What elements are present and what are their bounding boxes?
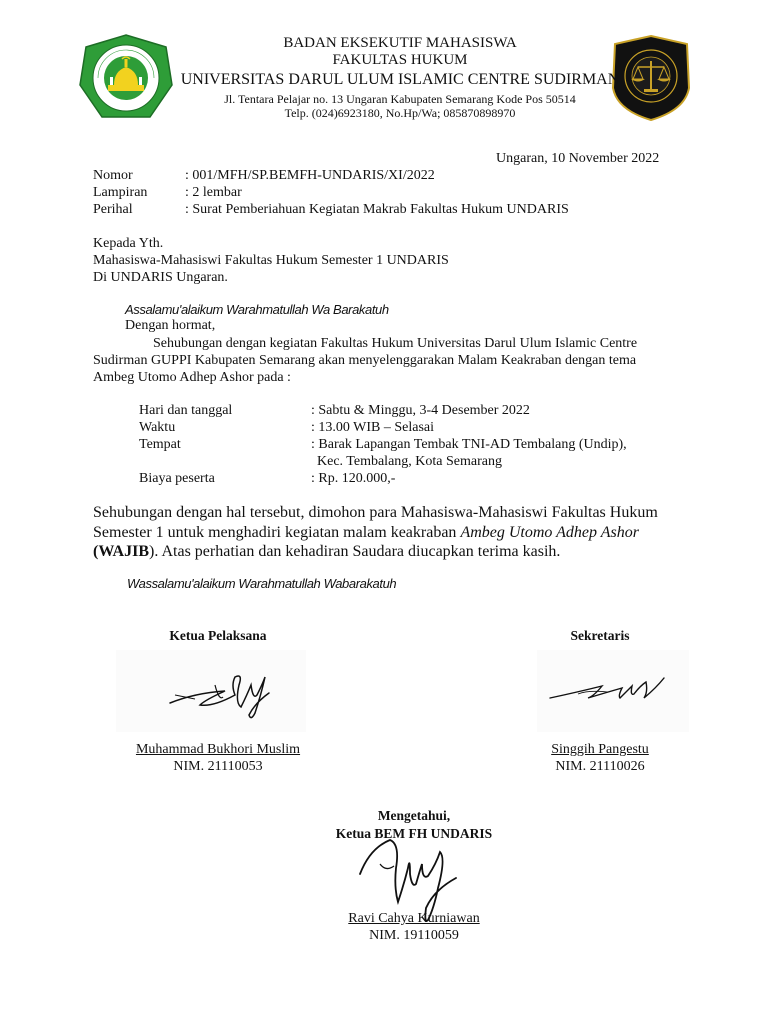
paragraph-1 [93, 335, 637, 386]
paragraph-line: Sehubungan dengan hal tersebut, dimohon para Mahasiswa-Mahasiswi Fakultas Hukum [93, 504, 658, 521]
meta-value: : 001/MFH/SP.BEMFH-UNDARIS/XI/2022 [185, 168, 435, 183]
signer-name: Muhammad Bukhori Muslim [135, 742, 301, 757]
signer-name: Ravi Cahya Kurniawan [348, 911, 480, 926]
meta-label: Lampiran [93, 185, 148, 200]
event-theme: Ambeg Utomo Adhep Ashor [460, 523, 639, 541]
detail-label: Waktu [139, 420, 176, 435]
detail-value: : Sabtu & Minggu, 3-4 Desember 2022 [311, 403, 530, 418]
detail-label: Biaya peserta [139, 471, 215, 486]
salam-opening: Assalamu'alaikum Warahmatullah Wa Barakatuh [125, 302, 389, 317]
recipient-block [93, 235, 449, 286]
signer-name: Singgih Pangestu [551, 742, 649, 757]
detail-value: : 13.00 WIB – Selasai [311, 420, 435, 435]
letterhead-university-name: UNIVERSITAS DARUL ULUM ISLAMIC CENTRE SUDIRMAN [180, 71, 620, 88]
detail-value: : Barak Lapangan Tembak TNI-AD Tembalang (Undip), [311, 437, 627, 452]
letterhead-line-1: BADAN EKSEKUTIF MAHASISWA [283, 35, 517, 51]
meta-value: : Surat Pemberiahuan Kegiatan Makrab Fakultas Hukum UNDARIS [185, 202, 569, 217]
signer-role: Mengetahui, [377, 808, 451, 823]
salam-closing: Wassalamu'alaikum Warahmatullah Wabarakatuh [127, 576, 397, 591]
signer-bottom [264, 910, 564, 944]
meta-value: : 2 lembar [185, 185, 242, 200]
signature-sekretaris [548, 670, 668, 710]
recipient-line: Mahasiswa-Mahasiswi Fakultas Hukum Semester 1 UNDARIS [93, 253, 449, 268]
letter-date: Ungaran, 10 November 2022 [496, 151, 660, 166]
letterhead-line-2: FAKULTAS HUKUM [332, 52, 468, 68]
signer-right [500, 741, 700, 775]
role-ketua-pelaksana: Ketua Pelaksana [169, 628, 267, 643]
letter-meta [93, 168, 693, 219]
role-sekretaris: Sekretaris [570, 628, 630, 643]
paragraph-text: Semester 1 untuk menghadiri kegiatan malam keakraban [93, 523, 461, 541]
signer-left [118, 741, 318, 775]
meta-label: Nomor [93, 168, 133, 183]
signer-nim: NIM. 21110053 [173, 759, 263, 774]
detail-label [139, 453, 317, 470]
paragraph-line: Sudirman GUPPI Kabupaten Semarang akan menyelenggarakan Malam Keakraban dengan tema [93, 353, 637, 368]
paragraph-line [93, 542, 713, 562]
detail-label: Tempat [139, 437, 181, 452]
paragraph-line [93, 523, 713, 543]
signer-role: Ketua BEM FH UNDARIS [335, 826, 493, 841]
event-details [139, 402, 699, 487]
greeting: Dengan hormat, [125, 318, 216, 333]
letterhead-address: Jl. Tentara Pelajar no. 13 Ungaran Kabupaten Semarang Kode Pos 50514 [224, 92, 576, 106]
paragraph-line: Sehubungan dengan kegiatan Fakultas Hukum Universitas Darul Ulum Islamic Centre [153, 336, 638, 351]
mandatory-label: (WAJIB [93, 543, 150, 560]
paragraph-line: Ambeg Utomo Adhep Ashor pada : [93, 370, 291, 385]
recipient-line: Di UNDARIS Ungaran. [93, 270, 228, 285]
signer-nim: NIM. 19110059 [369, 928, 459, 943]
detail-value: Kec. Tembalang, Kota Semarang [317, 454, 502, 469]
detail-value: : Rp. 120.000,- [311, 471, 396, 486]
paragraph-2 [93, 503, 713, 562]
meta-label: Perihal [93, 202, 133, 217]
signature-ketua-pelaksana [165, 655, 285, 725]
paragraph-text: ). Atas perhatian dan kehadiran Saudara diucapkan terima kasih. [149, 543, 561, 560]
letterhead-phone: Telp. (024)6923180, No.Hp/Wa; 085870898970 [284, 106, 516, 120]
detail-label: Hari dan tanggal [139, 403, 233, 418]
signer-nim: NIM. 21110026 [555, 759, 645, 774]
recipient-line: Kepada Yth. [93, 236, 164, 251]
